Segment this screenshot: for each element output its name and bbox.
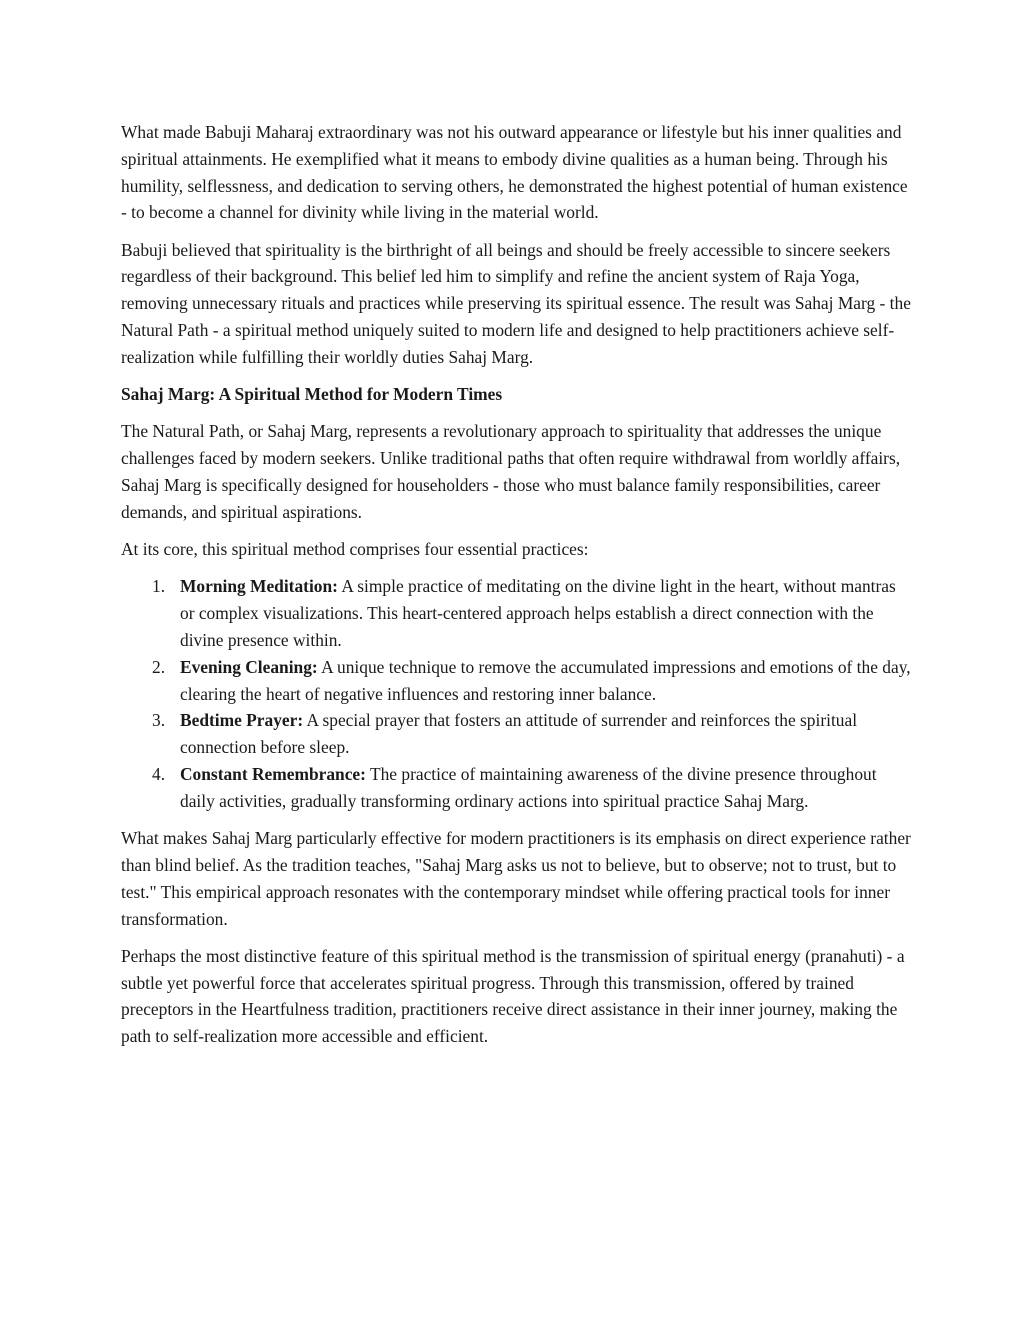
practice-description: A simple practice of meditating on the divine light in the heart, without mantras or complex visualizations. This heart-centered approach helps establish a direct connection with the divine presence within. — [180, 576, 896, 651]
practice-name: Evening Cleaning: — [180, 656, 318, 677]
practice-name: Bedtime Prayer: — [180, 710, 304, 731]
practice-number: 3. — [152, 710, 166, 731]
closing-paragraph-2: Perhaps the most distinctive feature of this spiritual method is the transmission of spiritual energy (pranahuti) - a subtle yet powerful force that accelerates spiritual progress. Through this transmission, offered by trained preceptors in the Heartfulness tradition, practitioners receive direct assistance in their inner journey, making the path to self-realization more accessible and efficient. — [121, 945, 905, 1047]
section-heading: Sahaj Marg: A Spiritual Method for Modern Times — [121, 384, 503, 405]
practice-name: Constant Remembrance: — [180, 764, 366, 785]
practice-number: 1. — [152, 576, 166, 597]
practice-description: The practice of maintaining awareness of the divine presence throughout daily activities, gradually transforming ordinary actions into spiritual practice Sahaj Marg. — [180, 764, 877, 811]
practice-item-constant-remembrance — [121, 761, 911, 815]
practice-number: 4. — [152, 764, 166, 785]
section-paragraph-1: The Natural Path, or Sahaj Marg, represents a revolutionary approach to spirituality that addresses the unique challenges faced by modern seekers. Unlike traditional paths that often require withdrawal from worldly affairs, Sahaj Marg is specifically designed for householders - those who must balance family responsibilities, career demands, and spiritual aspirations. — [121, 421, 901, 522]
practice-number: 2. — [152, 656, 166, 677]
document-page — [121, 119, 911, 1061]
practice-item-evening-cleaning — [121, 654, 911, 708]
practices-list — [121, 573, 911, 814]
practice-name: Morning Meditation: — [180, 576, 338, 597]
practice-description: A unique technique to remove the accumulated impressions and emotions of the day, clearing the heart of negative influences and restoring inner balance. — [180, 656, 911, 704]
practice-item-morning-meditation — [121, 573, 911, 653]
practice-description: A special prayer that fosters an attitude of surrender and reinforces the spiritual connection before sleep. — [180, 710, 858, 758]
section-paragraph-2: At its core, this spiritual method comprises four essential practices: — [121, 539, 589, 560]
practice-item-bedtime-prayer — [121, 707, 911, 761]
intro-paragraph-1: What made Babuji Maharaj extraordinary was not his outward appearance or lifestyle but his inner qualities and spiritual attainments. He exemplified what it means to embody divine qualities as a human being. Through his humility, selflessness, and dedication to serving others, he demonstrated the highest potential of human existence - to become a channel for divinity while living in the material world. — [121, 122, 908, 223]
closing-paragraph-1: What makes Sahaj Marg particularly effective for modern practitioners is its emphasis on direct experience rather than blind belief. As the tradition teaches, "Sahaj Marg asks us not to believe, but to observe; not to trust, but to test." This empirical approach resonates with the contemporary mindset while offering practical tools for inner transformation. — [121, 828, 911, 929]
intro-paragraph-2: Babuji believed that spirituality is the birthright of all beings and should be freely accessible to sincere seekers regardless of their background. This belief led him to simplify and refine the ancient system of Raja Yoga, removing unnecessary rituals and practices while preserving its spiritual essence. The result was Sahaj Marg - the Natural Path - a spiritual method uniquely suited to modern life and designed to help practitioners achieve self-realization while fulfilling their worldly duties Sahaj Marg. — [121, 239, 911, 367]
